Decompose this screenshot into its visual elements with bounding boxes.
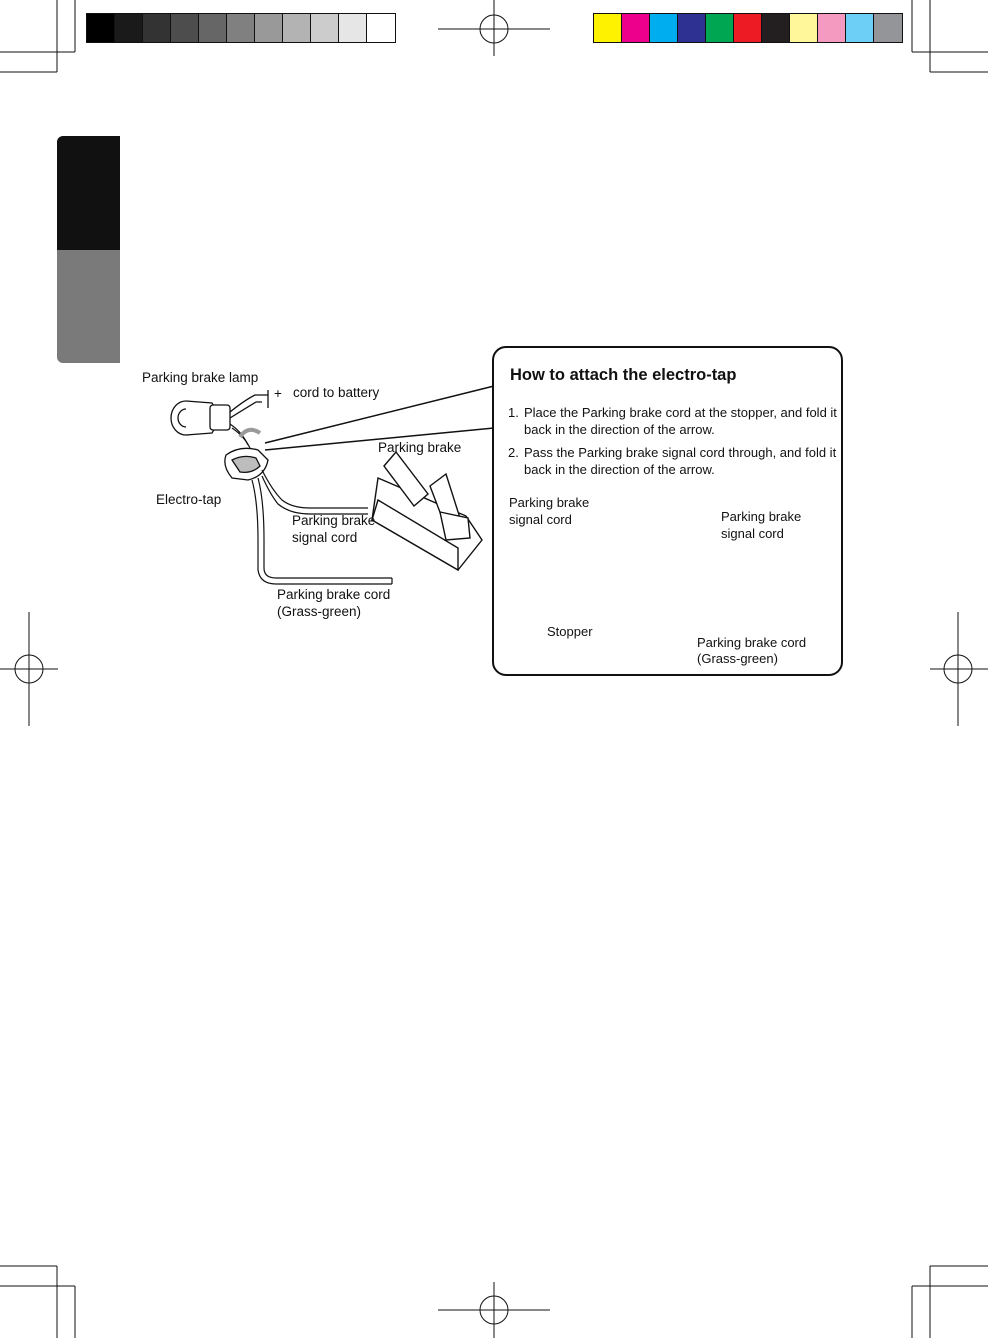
parking-brake-lamp: [171, 401, 230, 435]
box-label-cord-1: Parking brake cord: [697, 635, 807, 650]
box-label-left-signal-2: signal cord: [509, 512, 572, 527]
box-label-right-signal-1: Parking brake: [721, 509, 802, 524]
howto-title: How to attach the electro-tap: [510, 366, 737, 384]
label-plus: +: [274, 386, 282, 401]
box-label-stopper: Stopper: [547, 624, 593, 639]
electro-tap-shape: [225, 448, 268, 480]
howto-callout-box: [492, 346, 843, 676]
label-brake-cord-1: Parking brake cord: [277, 587, 391, 602]
step-2-number: 2.: [508, 445, 519, 460]
step-1-text: Place the Parking brake cord at the stopper, and fold it back in the direction of the arrow.: [524, 405, 837, 437]
box-label-right-signal-2: signal cord: [721, 526, 784, 541]
step-2-text: Pass the Parking brake signal cord through, and fold it back in the direction of the arrow.: [524, 445, 837, 477]
step-1-number: 1.: [508, 405, 519, 420]
label-parking-brake-lamp: Parking brake lamp: [142, 370, 259, 385]
label-brake-cord-2: (Grass-green): [277, 604, 362, 619]
label-electro-tap: Electro-tap: [156, 492, 222, 507]
box-label-left-signal-1: Parking brake: [509, 495, 590, 510]
step-1: [508, 404, 838, 438]
step-2: [508, 444, 838, 478]
label-signal-cord-2: signal cord: [292, 530, 358, 545]
parking-brake-lever: [372, 452, 482, 570]
label-parking-brake: Parking brake: [378, 440, 462, 455]
label-signal-cord-1: Parking brake: [292, 513, 376, 528]
box-label-cord-2: (Grass-green): [697, 651, 778, 666]
label-cord-to-battery: cord to battery: [293, 385, 380, 400]
